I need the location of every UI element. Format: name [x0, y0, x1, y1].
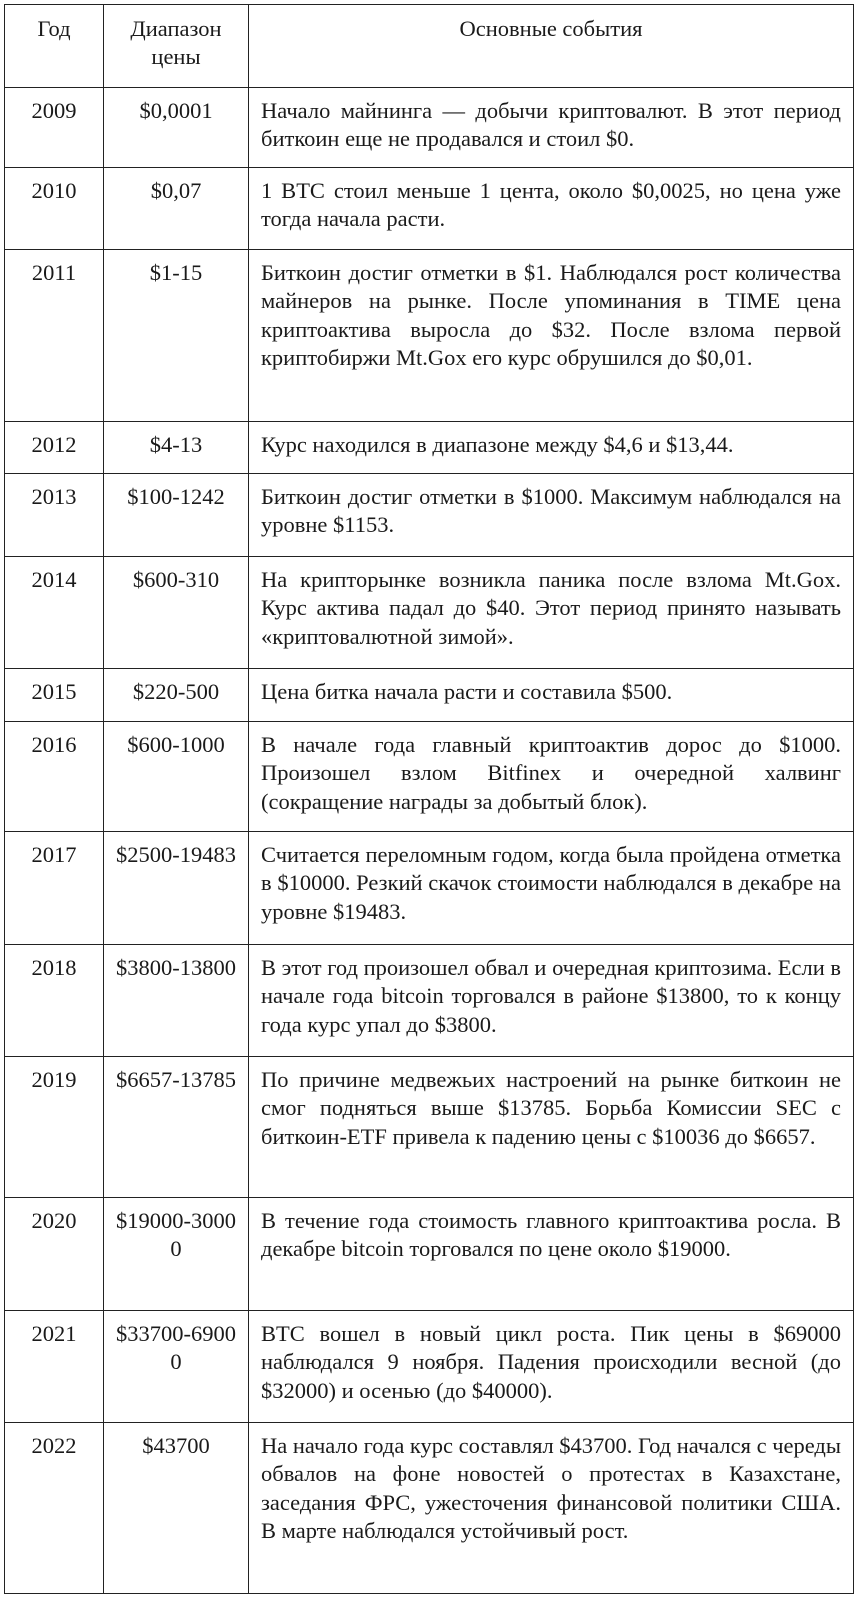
year-cell: 2020 [5, 1198, 104, 1311]
events-cell: В начале года главный криптоактив дорос до $1000. Произошел взлом Bitfinex и очередной халвинг (сокращение награды за добытый блок). [249, 722, 854, 832]
events-cell: Цена битка начала расти и составила $500. [249, 669, 854, 722]
year-cell: 2012 [5, 422, 104, 474]
price-range-cell: $0,0001 [104, 88, 249, 168]
year-cell: 2017 [5, 832, 104, 945]
events-cell: Считается переломным годом, когда была пройдена отметка в $10000. Резкий скачок стоимости наблюдался в декабре на уровне $19483. [249, 832, 854, 945]
year-cell: 2015 [5, 669, 104, 722]
table-row [5, 250, 854, 422]
table-row [5, 1311, 854, 1423]
events-cell: 1 BTC стоил меньше 1 цента, около $0,0025, но цена уже тогда начала расти. [249, 168, 854, 250]
table-row [5, 1198, 854, 1311]
events-cell: Начало майнинга — добычи криптовалют. В этот период биткоин еще не продавался и стоил $0. [249, 88, 854, 168]
table-row [5, 722, 854, 832]
header-events: Основные события [249, 5, 854, 88]
table-row [5, 669, 854, 722]
price-range-cell: $43700 [104, 1423, 249, 1594]
bitcoin-price-history-table [4, 4, 854, 1594]
table-row [5, 1057, 854, 1198]
table-row [5, 1423, 854, 1594]
price-range-cell: $33700-69000 [104, 1311, 249, 1423]
price-range-cell: $220-500 [104, 669, 249, 722]
table-row [5, 832, 854, 945]
table-header-row [5, 5, 854, 88]
table-row [5, 422, 854, 474]
table-row [5, 88, 854, 168]
price-range-cell: $6657-13785 [104, 1057, 249, 1198]
price-range-cell: $0,07 [104, 168, 249, 250]
table-row [5, 945, 854, 1057]
events-cell: Курс находился в диапазоне между $4,6 и $13,44. [249, 422, 854, 474]
price-range-cell: $4-13 [104, 422, 249, 474]
events-cell: В течение года стоимость главного криптоактива росла. В декабре bitcoin торговался по цене около $19000. [249, 1198, 854, 1311]
table-row [5, 474, 854, 557]
year-cell: 2011 [5, 250, 104, 422]
year-cell: 2013 [5, 474, 104, 557]
events-cell: Биткоин достиг отметки в $1000. Максимум наблюдался на уровне $1153. [249, 474, 854, 557]
events-cell: BTC вошел в новый цикл роста. Пик цены в $69000 наблюдался 9 ноября. Падения происходили весной (до $32000) и осенью (до $40000). [249, 1311, 854, 1423]
price-range-cell: $600-1000 [104, 722, 249, 832]
table-row [5, 168, 854, 250]
year-cell: 2019 [5, 1057, 104, 1198]
year-cell: 2010 [5, 168, 104, 250]
price-range-cell: $600-310 [104, 557, 249, 669]
events-cell: В этот год произошел обвал и очередная криптозима. Если в начале года bitcoin торговался в районе $13800, то к концу года курс упал до $3800. [249, 945, 854, 1057]
year-cell: 2022 [5, 1423, 104, 1594]
year-cell: 2014 [5, 557, 104, 669]
year-cell: 2021 [5, 1311, 104, 1423]
events-cell: Биткоин достиг отметки в $1. Наблюдался рост количества майнеров на рынке. После упоминания в TIME цена криптоактива выросла до $32. После взлома первой криптобиржи Mt.Gox его курс обрушился до $0,01. [249, 250, 854, 422]
price-range-cell: $1-15 [104, 250, 249, 422]
year-cell: 2016 [5, 722, 104, 832]
year-cell: 2009 [5, 88, 104, 168]
events-cell: На крипторынке возникла паника после взлома Mt.Gox. Курс актива падал до $40. Этот период принято называть «криптовалютной зимой». [249, 557, 854, 669]
price-range-cell: $100-1242 [104, 474, 249, 557]
price-range-cell: $3800-13800 [104, 945, 249, 1057]
price-range-cell: $19000-30000 [104, 1198, 249, 1311]
year-cell: 2018 [5, 945, 104, 1057]
events-cell: На начало года курс составлял $43700. Год начался с череды обвалов на фоне новостей о протестах в Казахстане, заседания ФРС, ужесточения финансовой политики США. В марте наблюдался устойчивый рост. [249, 1423, 854, 1594]
table-row [5, 557, 854, 669]
price-range-cell: $2500-19483 [104, 832, 249, 945]
header-year: Год [5, 5, 104, 88]
header-price-range: Диапазон цены [104, 5, 249, 88]
events-cell: По причине медвежьих настроений на рынке биткоин не смог подняться выше $13785. Борьба Комиссии SEC с биткоин-ETF привела к падению цены с $10036 до $6657. [249, 1057, 854, 1198]
